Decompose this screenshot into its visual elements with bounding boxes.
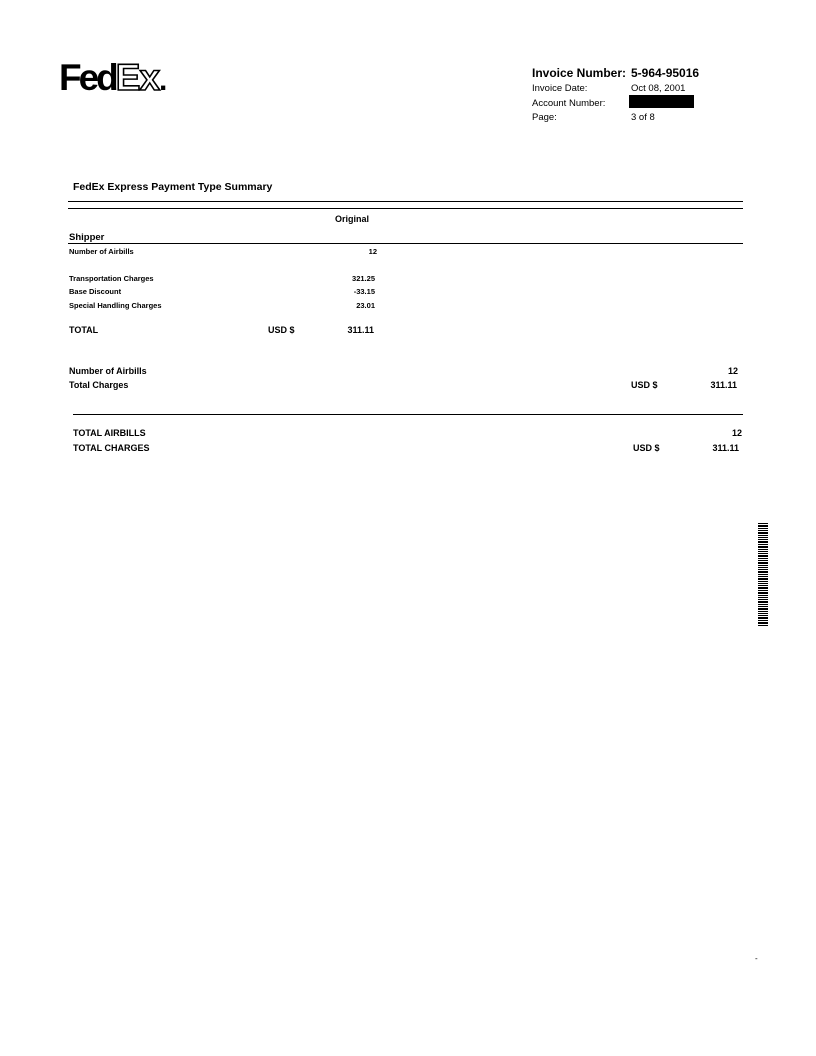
row-label-base-discount: Base Discount — [69, 287, 122, 296]
barcode-stripe — [758, 625, 768, 626]
barcode-stripe — [758, 608, 768, 610]
barcode-stripe — [758, 601, 768, 603]
barcode-stripe — [758, 617, 768, 619]
section-title: FedEx Express Payment Type Summary — [73, 181, 273, 193]
column-header-original: Original — [335, 214, 370, 224]
footer-mark: - — [755, 954, 758, 963]
row-label-num-airbills: Number of Airbills — [69, 247, 134, 256]
barcode-stripe — [758, 615, 768, 616]
barcode-stripe — [758, 537, 768, 538]
row-label-special-handling: Special Handling Charges — [69, 301, 162, 310]
subtotal-charges-label: Total Charges — [69, 380, 129, 390]
invoice-number-label: Invoice Number: — [532, 66, 627, 80]
barcode-stripe — [758, 571, 768, 573]
barcode-stripe — [758, 535, 768, 536]
row-value-transportation: 321.25 — [352, 274, 375, 283]
logo-ex: Ex — [115, 57, 160, 98]
grand-total-charges-value: 311.11 — [712, 443, 739, 453]
barcode-stripe — [758, 544, 768, 545]
account-number-label: Account Number: — [532, 98, 606, 109]
barcode-stripe — [758, 576, 768, 577]
page-label: Page: — [532, 112, 557, 123]
barcode-stripe — [758, 585, 768, 586]
row-value-num-airbills: 12 — [368, 247, 377, 256]
rule-shipper — [68, 243, 743, 244]
barcode-stripe — [758, 611, 768, 612]
barcode-stripe — [758, 597, 768, 598]
rule-top-1 — [68, 201, 743, 202]
barcode-stripe — [758, 587, 768, 589]
invoice-date: Oct 08, 2001 — [631, 83, 686, 94]
barcode-stripe — [758, 613, 768, 614]
barcode-stripe — [758, 592, 768, 594]
fedex-logo — [59, 58, 167, 101]
barcode-stripe — [758, 549, 768, 550]
barcode-stripe — [758, 532, 768, 534]
row-value-total: 311.11 — [347, 325, 374, 335]
subtotal-airbills-label: Number of Airbills — [69, 366, 147, 376]
logo-dot: . — [159, 64, 168, 97]
barcode-stripe — [758, 595, 768, 596]
barcode-stripe — [758, 620, 768, 621]
barcode-stripe — [758, 622, 768, 624]
grand-total-charges-label: TOTAL CHARGES — [73, 443, 150, 453]
grand-total-airbills-value: 12 — [731, 428, 742, 438]
invoice-date-label: Invoice Date: — [532, 83, 588, 94]
grand-total-airbills-label: TOTAL AIRBILLS — [73, 428, 146, 438]
barcode-stripe — [758, 528, 768, 529]
barcode-stripe — [758, 523, 768, 524]
rule-top-2 — [68, 208, 743, 209]
barcode-stripe — [758, 574, 768, 575]
barcode-stripe — [758, 569, 768, 570]
barcode-stripe — [758, 558, 768, 559]
barcode-stripe — [758, 604, 768, 605]
barcode-stripe — [758, 562, 768, 564]
barcode-stripe — [758, 583, 768, 584]
row-value-base-discount: -33.15 — [353, 287, 375, 296]
barcode-stripe — [758, 555, 768, 557]
row-label-total: TOTAL — [69, 325, 99, 335]
logo-fed: Fed — [59, 57, 116, 98]
barcode-stripe — [758, 541, 768, 543]
barcode-stripe — [758, 567, 768, 568]
barcode-stripe — [758, 539, 768, 540]
rule-grand-total — [73, 414, 743, 415]
row-currency-total: USD $ — [268, 325, 295, 335]
row-value-special-handling: 23.01 — [356, 301, 375, 310]
subtotal-airbills-value: 12 — [727, 366, 738, 376]
barcode-stripe — [758, 530, 768, 531]
page-number: 3 of 8 — [631, 112, 655, 123]
grand-total-charges-currency: USD $ — [633, 443, 660, 453]
barcode-stripe — [758, 565, 768, 566]
barcode-stripe — [758, 590, 768, 591]
barcode-stripe — [758, 606, 768, 607]
row-label-transportation: Transportation Charges — [69, 274, 154, 283]
barcode-stripe — [758, 553, 768, 554]
subtotal-charges-currency: USD $ — [631, 380, 658, 390]
barcode-stripe — [758, 551, 768, 552]
group-label-shipper: Shipper — [69, 232, 105, 243]
barcode-stripe — [758, 560, 768, 561]
subtotal-charges-value: 311.11 — [710, 380, 737, 390]
barcode-stripe — [758, 525, 768, 527]
barcode-stripe — [758, 578, 768, 580]
account-number-redaction — [629, 95, 694, 108]
barcode — [758, 523, 768, 621]
barcode-stripe — [758, 546, 768, 548]
barcode-stripe — [758, 581, 768, 582]
barcode-stripe — [758, 599, 768, 600]
invoice-number: 5-964-95016 — [631, 66, 700, 80]
